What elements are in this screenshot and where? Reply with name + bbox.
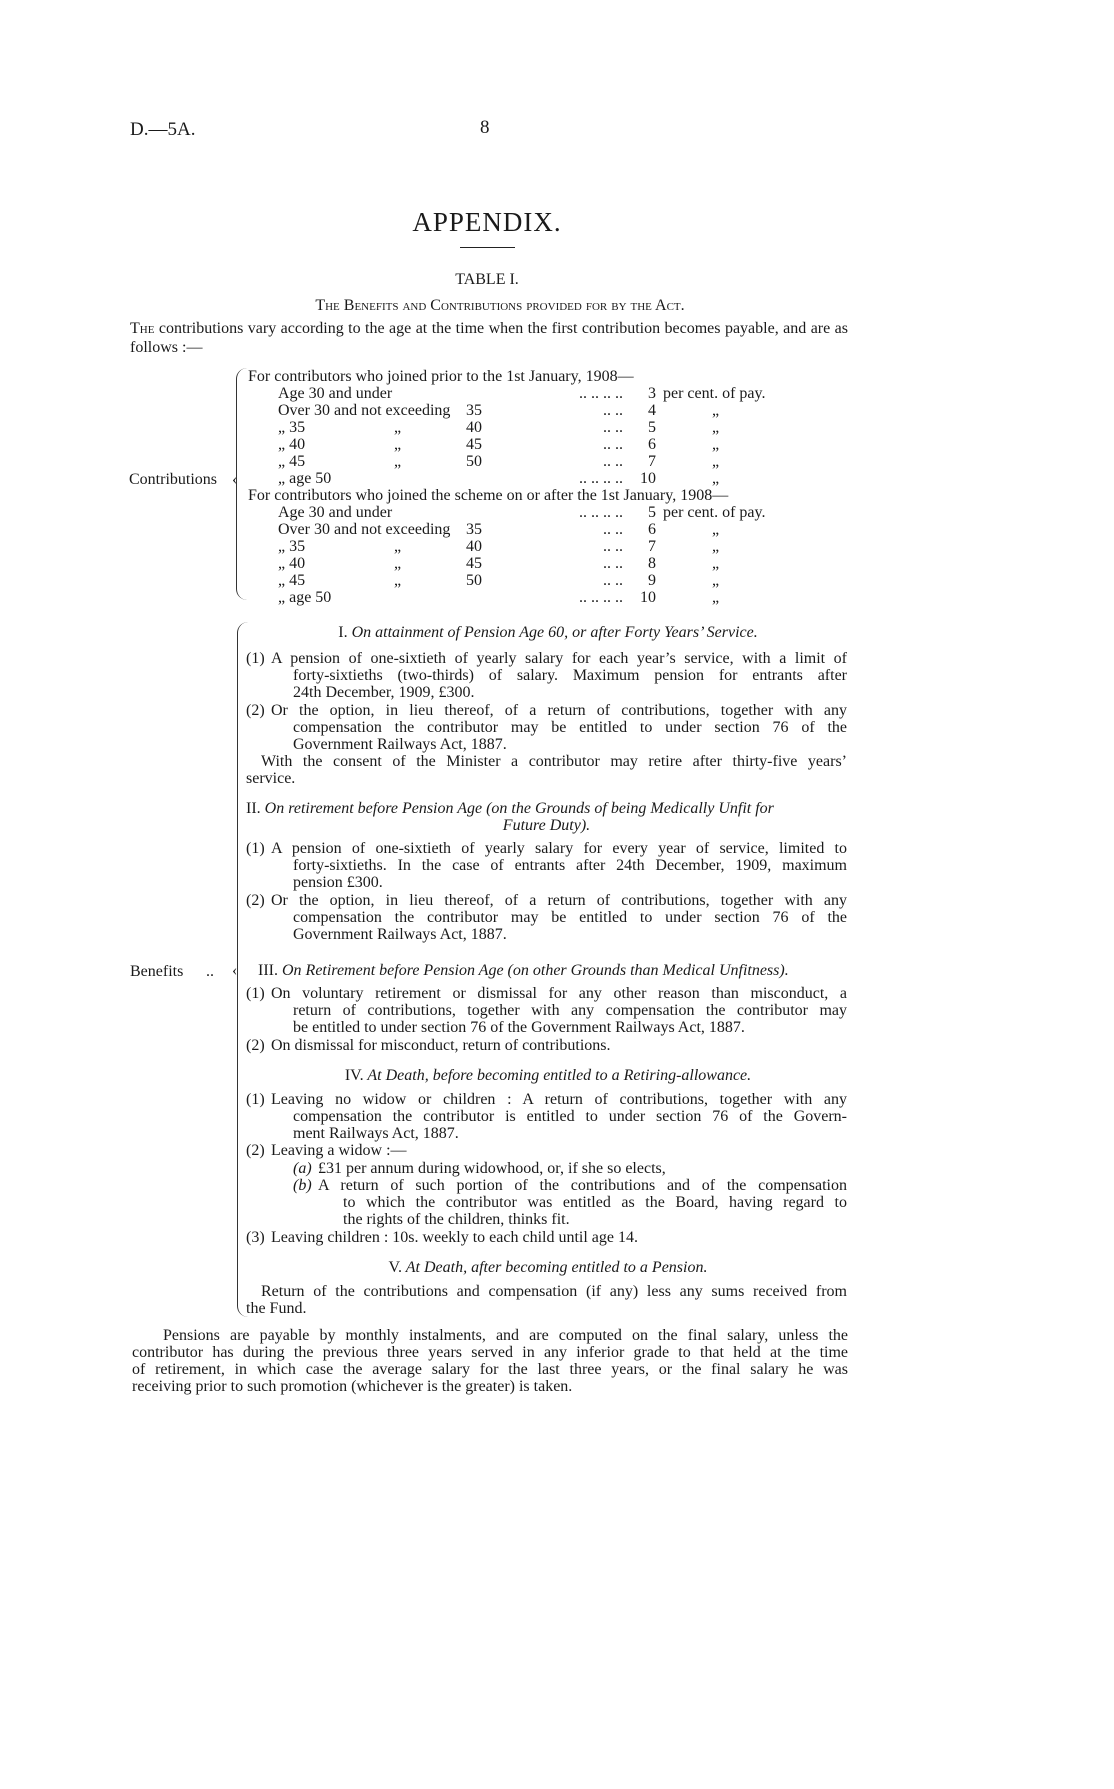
contribution-b: „ bbox=[394, 538, 402, 555]
group-heading: For contributors who joined the scheme on or after the 1st January, 1908— bbox=[248, 487, 729, 504]
contribution-rate: 10 bbox=[640, 589, 656, 606]
item-number: (1) bbox=[246, 650, 265, 667]
item-number: (2) bbox=[246, 702, 265, 719]
section-number: V. bbox=[388, 1259, 403, 1276]
item-number: (1) bbox=[246, 840, 265, 857]
title-rule bbox=[460, 247, 515, 248]
contribution-suffix: „ bbox=[712, 402, 720, 419]
contribution-c: 45 bbox=[466, 436, 482, 453]
table-title: TABLE I. bbox=[455, 271, 519, 288]
contribution-c: 40 bbox=[466, 419, 482, 436]
section-title: On retirement before Pension Age (on the Grounds of being Medically Unfit for bbox=[264, 800, 774, 817]
contribution-suffix: „ bbox=[712, 470, 720, 487]
contribution-suffix: per cent. of pay. bbox=[663, 385, 766, 402]
contribution-a: Age 30 and under bbox=[278, 385, 393, 402]
item-line: A pension of one-sixtieth of yearly salary for every year of service, limited to bbox=[271, 840, 847, 857]
contribution-a: „ 40 bbox=[278, 555, 306, 572]
contribution-dots: .. .. bbox=[603, 521, 623, 538]
item-number: (2) bbox=[246, 892, 265, 909]
appendix-title: APPENDIX. bbox=[412, 207, 562, 237]
note-line: the Fund. bbox=[246, 1300, 307, 1317]
contribution-rate: 6 bbox=[648, 436, 656, 453]
contribution-dots: .. .. bbox=[603, 453, 623, 470]
contribution-rate: 7 bbox=[648, 538, 656, 555]
contribution-a: Over 30 and not exceeding bbox=[278, 402, 451, 419]
contribution-rate: 10 bbox=[640, 470, 656, 487]
contribution-rate: 8 bbox=[648, 555, 656, 572]
contribution-a: Over 30 and not exceeding bbox=[278, 521, 451, 538]
closing-line: contributor has during the previous three years served in any inferior grade to that held at the time bbox=[132, 1344, 848, 1361]
contribution-c: 35 bbox=[466, 402, 482, 419]
contribution-rate: 6 bbox=[648, 521, 656, 538]
contribution-suffix: „ bbox=[712, 521, 720, 538]
intro-text: contributions vary according to the age at the time when the first contribution becomes payable, and are as follows :— bbox=[130, 320, 848, 356]
item-number: (2) bbox=[246, 1037, 265, 1054]
note-line: service. bbox=[246, 770, 296, 787]
contribution-rate: 5 bbox=[648, 419, 656, 436]
item-line: On voluntary retirement or dismissal for any other reason than misconduct, a bbox=[271, 985, 847, 1002]
section-title: At Death, before becoming entitled to a Retiring-allowance. bbox=[367, 1067, 752, 1084]
closing-line: of retirement, in which case the average salary for the last three years, or the final salary he was bbox=[132, 1361, 848, 1378]
contribution-a: „ 35 bbox=[278, 538, 306, 555]
item-line: forty-sixtieths. In the case of entrants after 24th December, 1909, maximum bbox=[293, 857, 847, 874]
contribution-a: „ 45 bbox=[278, 453, 306, 470]
item-line: pension £300. bbox=[293, 874, 383, 891]
section-heading bbox=[248, 1258, 848, 1277]
brace-point: ‹ bbox=[232, 962, 238, 979]
section-title: On attainment of Pension Age 60, or after Forty Years’ Service. bbox=[351, 624, 758, 641]
item-line: Leaving children : 10s. weekly to each child until age 14. bbox=[271, 1229, 638, 1246]
item-line: compensation the contributor is entitled to under section 76 of the Govern- bbox=[293, 1108, 847, 1125]
contribution-a: „ 40 bbox=[278, 436, 306, 453]
contribution-c: 35 bbox=[466, 521, 482, 538]
benefits-brace bbox=[237, 622, 248, 1317]
contribution-dots: .. .. bbox=[603, 538, 623, 555]
item-line: Or the option, in lieu thereof, of a return of contributions, together with any bbox=[271, 702, 847, 719]
item-line: On dismissal for misconduct, return of contributions. bbox=[271, 1037, 611, 1054]
brace-point: ‹ bbox=[232, 471, 238, 488]
intro-lead: The bbox=[130, 320, 155, 337]
contribution-c: 50 bbox=[466, 453, 482, 470]
item-line: compensation the contributor may be entitled to under section 76 of the bbox=[293, 909, 847, 926]
contribution-rate: 4 bbox=[648, 402, 656, 419]
section-number: I. bbox=[338, 624, 348, 641]
contribution-dots: .. .. bbox=[603, 555, 623, 572]
item-number: (1) bbox=[246, 1091, 265, 1108]
item-line: be entitled to under section 76 of the Government Railways Act, 1887. bbox=[293, 1019, 745, 1036]
contribution-suffix: „ bbox=[712, 419, 720, 436]
closing-line: receiving prior to such promotion (whichever is the greater) is taken. bbox=[132, 1378, 573, 1395]
item-line: return of contributions, together with any compensation the contributor may bbox=[293, 1002, 847, 1019]
document-reference: D.—5A. bbox=[130, 119, 196, 140]
item-number: (b) bbox=[293, 1177, 312, 1194]
contribution-suffix: „ bbox=[712, 572, 720, 589]
contribution-a: „ age 50 bbox=[278, 470, 332, 487]
contribution-rate: 5 bbox=[648, 504, 656, 521]
contribution-b: „ bbox=[394, 555, 402, 572]
contribution-dots: .. .. .. .. bbox=[579, 470, 623, 487]
item-line: the rights of the children, thinks fit. bbox=[343, 1211, 570, 1228]
contribution-dots: .. .. bbox=[603, 572, 623, 589]
group-heading: For contributors who joined prior to the 1st January, 1908— bbox=[248, 368, 634, 385]
contribution-suffix: „ bbox=[712, 436, 720, 453]
section-title-cont: Future Duty). bbox=[502, 817, 591, 834]
item-line: Leaving a widow :— bbox=[271, 1142, 407, 1159]
item-line: Or the option, in lieu thereof, of a return of contributions, together with any bbox=[271, 892, 847, 909]
contribution-dots: .. .. .. .. bbox=[579, 504, 623, 521]
benefits-label: Benefits bbox=[130, 963, 184, 980]
contribution-rate: 3 bbox=[648, 385, 656, 402]
item-line: Leaving no widow or children : A return of contributions, together with any bbox=[271, 1091, 847, 1108]
page-number: 8 bbox=[480, 117, 490, 138]
section-title: On Retirement before Pension Age (on other Grounds than Medical Unfitness). bbox=[281, 962, 789, 979]
benefits-label-dots: .. bbox=[206, 963, 214, 980]
item-line: £31 per annum during widowhood, or, if she so elects, bbox=[318, 1160, 666, 1177]
contributions-brace bbox=[236, 368, 247, 600]
section-number: II. bbox=[246, 800, 261, 817]
contribution-suffix: „ bbox=[712, 453, 720, 470]
contribution-dots: .. .. bbox=[603, 402, 623, 419]
item-line: Government Railways Act, 1887. bbox=[293, 926, 507, 943]
contribution-b: „ bbox=[394, 419, 402, 436]
contribution-a: „ 35 bbox=[278, 419, 306, 436]
section-heading bbox=[248, 623, 848, 642]
item-line: forty-sixtieths (two-thirds) of salary. Maximum pension for entrants after bbox=[293, 667, 847, 684]
section-heading bbox=[248, 1066, 848, 1085]
contribution-a: „ 45 bbox=[278, 572, 306, 589]
contribution-suffix: per cent. of pay. bbox=[663, 504, 766, 521]
contribution-rate: 9 bbox=[648, 572, 656, 589]
item-line: to which the contributor was entitled as the Board, having regard to bbox=[343, 1194, 847, 1211]
section-title: At Death, after becoming entitled to a Pension. bbox=[405, 1259, 708, 1276]
contributions-label: Contributions bbox=[129, 471, 218, 488]
contribution-dots: .. .. bbox=[603, 419, 623, 436]
contribution-b: „ bbox=[394, 436, 402, 453]
item-number: (3) bbox=[246, 1229, 265, 1246]
contribution-c: 50 bbox=[466, 572, 482, 589]
note-line: With the consent of the Minister a contributor may retire after thirty-five years’ bbox=[261, 753, 847, 770]
item-number: (a) bbox=[293, 1160, 312, 1177]
contribution-rate: 7 bbox=[648, 453, 656, 470]
item-line: 24th December, 1909, £300. bbox=[293, 684, 475, 701]
contribution-a: „ age 50 bbox=[278, 589, 332, 606]
item-line: A return of such portion of the contributions and of the compensation bbox=[318, 1177, 847, 1194]
section-heading bbox=[258, 961, 789, 980]
item-number: (2) bbox=[246, 1142, 265, 1159]
contribution-suffix: „ bbox=[712, 589, 720, 606]
contribution-a: Age 30 and under bbox=[278, 504, 393, 521]
item-line: Government Railways Act, 1887. bbox=[293, 736, 507, 753]
closing-line: Pensions are payable by monthly instalments, and are computed on the final salary, unless the bbox=[163, 1327, 848, 1344]
contribution-dots: .. .. .. .. bbox=[579, 589, 623, 606]
item-line: compensation the contributor may be entitled to under section 76 of the bbox=[293, 719, 847, 736]
contribution-dots: .. .. .. .. bbox=[579, 385, 623, 402]
contribution-c: 40 bbox=[466, 538, 482, 555]
intro-paragraph bbox=[130, 319, 848, 357]
contribution-suffix: „ bbox=[712, 538, 720, 555]
section-number: III. bbox=[258, 962, 278, 979]
contribution-dots: .. .. bbox=[603, 436, 623, 453]
contribution-b: „ bbox=[394, 572, 402, 589]
note-line: Return of the contributions and compensation (if any) less any sums received from bbox=[261, 1283, 847, 1300]
contribution-c: 45 bbox=[466, 555, 482, 572]
item-line: ment Railways Act, 1887. bbox=[293, 1125, 459, 1142]
item-number: (1) bbox=[246, 985, 265, 1002]
item-line: A pension of one-sixtieth of yearly salary for each year’s service, with a limit of bbox=[271, 650, 847, 667]
contribution-b: „ bbox=[394, 453, 402, 470]
section-number: IV. bbox=[344, 1067, 364, 1084]
contribution-suffix: „ bbox=[712, 555, 720, 572]
table-subtitle: The Benefits and Contributions provided for by the Act. bbox=[315, 297, 685, 314]
